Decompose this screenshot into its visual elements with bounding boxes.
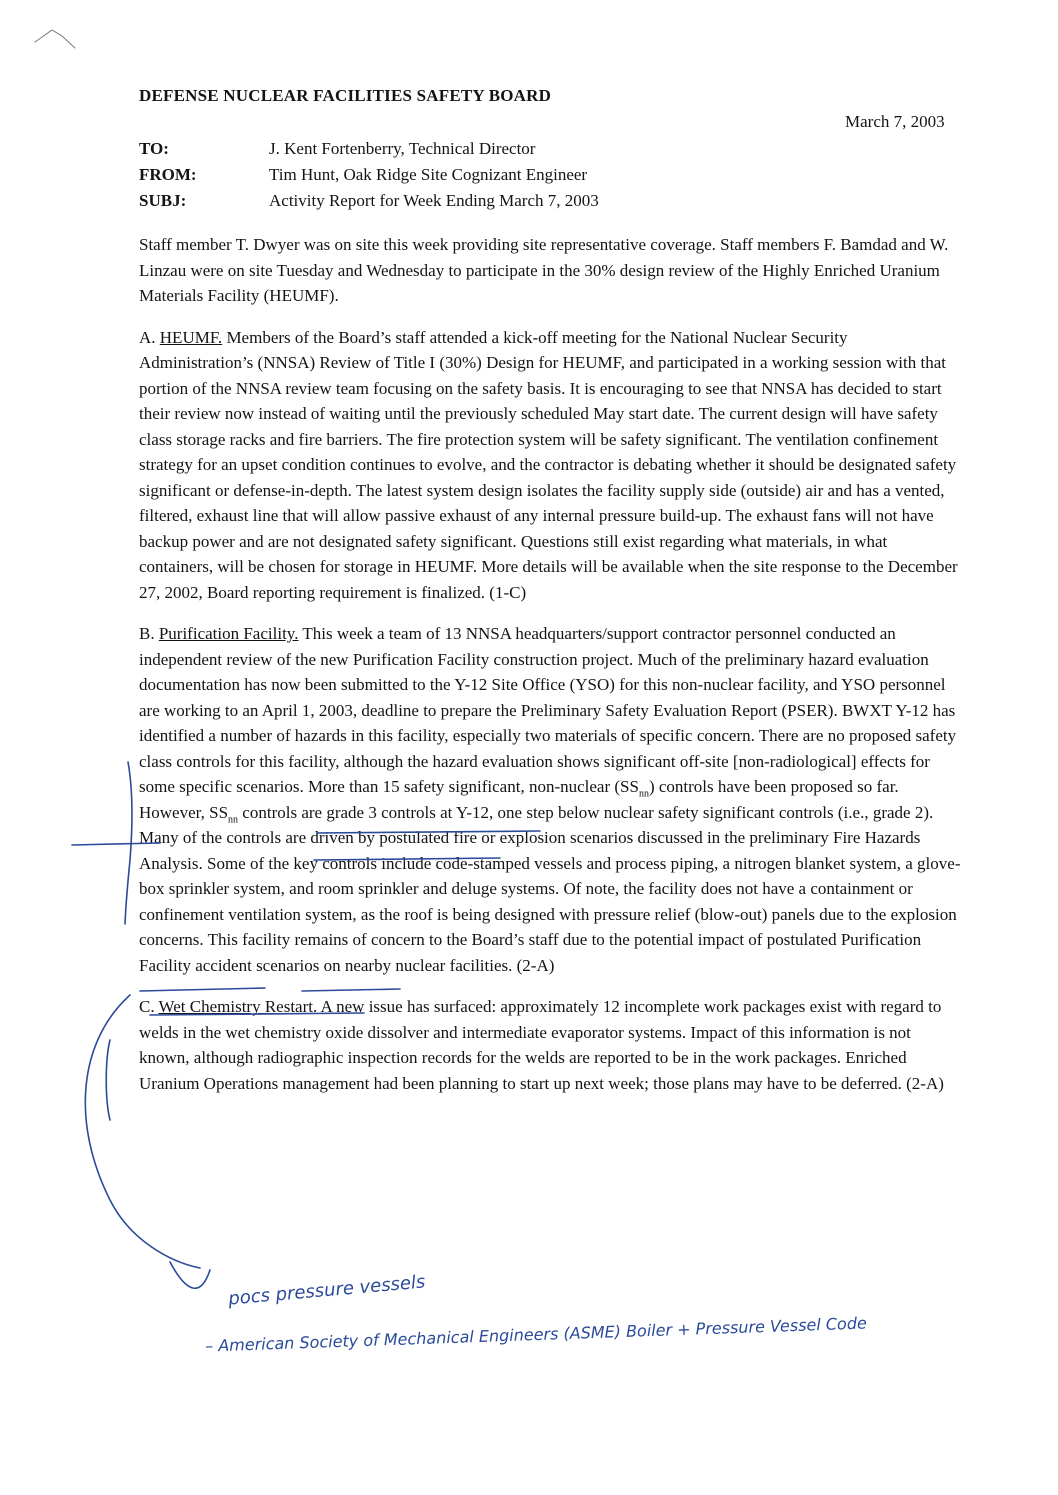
ss-subscript-1: nn — [638, 788, 649, 800]
section-a-heading: HEUMF. — [159, 327, 223, 347]
corner-scribble-mark — [35, 30, 75, 48]
from-label: FROM: — [139, 165, 197, 184]
section-a-prefix: A. — [139, 327, 156, 347]
margin-bracket-c — [106, 1040, 110, 1120]
to-value: J. Kent Fortenberry, Technical Director — [269, 139, 536, 158]
margin-curl-mark — [170, 1262, 210, 1288]
subj-label: SUBJ: — [139, 191, 187, 210]
section-c-paragraph — [139, 994, 965, 1096]
memo-date: March 7, 2003 — [845, 112, 945, 131]
section-b-text-1: This week a team of 13 NNSA headquarters/support contractor personnel conducted an independent review of the new Purification Facility construction project. Much of the preliminary hazard evaluation documentation has now been submitted to the Y-12 Site Office (YSO) for this non-nuclear facility, and YSO personnel are working to an April 1, 2003, deadline to prepare the Preliminary Safety Evaluation Report (PSER). BWXT Y-12 has identified a number of hazards in this facility, especially two materials of specific concern. There are no proposed safety class controls for this facility, although the hazard evaluation shows significant off-site [non-radiological] effects for some specific scenarios. More than 15 safety significant, non-nuclear (SS — [139, 624, 957, 796]
handwritten-note-2: – American Society of Mechanical Engineers (ASME) Boiler + Pressure Vessel Code — [204, 1313, 868, 1356]
intro-paragraph: Staff member T. Dwyer was on site this week providing site representative coverage. Staff members F. Bamdad and W. Linzau were on site Tuesday and Wednesday to participate in the 30% design review of the Highly Enriched Uranium Materials Facility (HEUMF). — [139, 235, 949, 305]
section-a-text: Members of the Board’s staff attended a kick-off meeting for the National Nuclear Security Administration’s (NNSA) Review of Title I (30%) Design for HEUMF, and participated in a working session with that portion of the NNSA review team focusing on the safety basis. It is encouraging to see that NNSA has decided to start their review now instead of waiting until the previously scheduled May start date. The current design will have safety class storage racks and fire barriers. The fire protection system will be safety significant. The ventilation confinement strategy for an upset condition continues to evolve, and the contractor is debating whether it should be designated safety significant or defense-in-depth. The latest system design isolates the facility supply side (outside) air and has a vented, filtered, exhaust line that will allow passive exhaust of any internal pressure build-up. The exhaust fans will not have backup power and are not designated safety significant. Questions still exist regarding what materials, in what containers, will be chosen for storage in HEUMF. More details will be available when the site response to the December 27, 2002, Board reporting requirement is finalized. (1-C) — [139, 327, 958, 602]
section-b-text-2: ) controls have been proposed so far. However, SS — [139, 777, 899, 822]
margin-bracket-b — [125, 762, 132, 924]
memo-body — [139, 232, 965, 1112]
subj-value: Activity Report for Week Ending March 7, 2003 — [269, 191, 599, 210]
section-b-heading: Purification Facility. — [158, 624, 299, 643]
from-value: Tim Hunt, Oak Ridge Site Cognizant Engineer — [269, 165, 588, 184]
section-c-heading: Wet Chemistry Restart. — [158, 997, 318, 1016]
organization-title: DEFENSE NUCLEAR FACILITIES SAFETY BOARD — [139, 86, 552, 105]
section-c-text: A new issue has surfaced: approximately 12 incomplete work packages exist with regard to welds in the wet chemistry oxide dissolver and intermediate evaporator systems. Impact of this information is not known, although radiographic inspection records for the welds are reported to be in the work packages. Enriched Uranium Operations management had been planning to start up next week; those plans may have to be deferred. (2-A) — [139, 997, 944, 1093]
handwritten-note-1: pocs pressure vessels — [227, 1271, 427, 1310]
to-label: TO: — [139, 139, 169, 158]
section-a-paragraph — [139, 325, 965, 606]
section-b-prefix: B. — [139, 624, 155, 643]
section-b-text-3: controls are grade 3 controls at Y-12, one step below nuclear safety significant controls (i.e., grade 2). Many of the controls are driven by postulated fire or explosion scenarios discussed in the preliminary Fire Hazards Analysis. Some of the key controls include code-stamped vessels and process piping, a nitrogen blanket system, a glove-box sprinkler system, and room sprinkler and deluge systems. Of note, the facility does not have a containment or confinement ventilation system, as the roof is being designed with pressure relief (blow-out) panels due to the explosion concerns. This facility remains of concern to the Board’s staff due to the potential impact of postulated Purification Facility accident scenarios on nearby nuclear facilities. (2-A) — [139, 802, 961, 975]
section-c-prefix: C. — [139, 997, 155, 1016]
ss-subscript-2: nn — [228, 813, 239, 825]
section-b-paragraph — [139, 621, 965, 978]
